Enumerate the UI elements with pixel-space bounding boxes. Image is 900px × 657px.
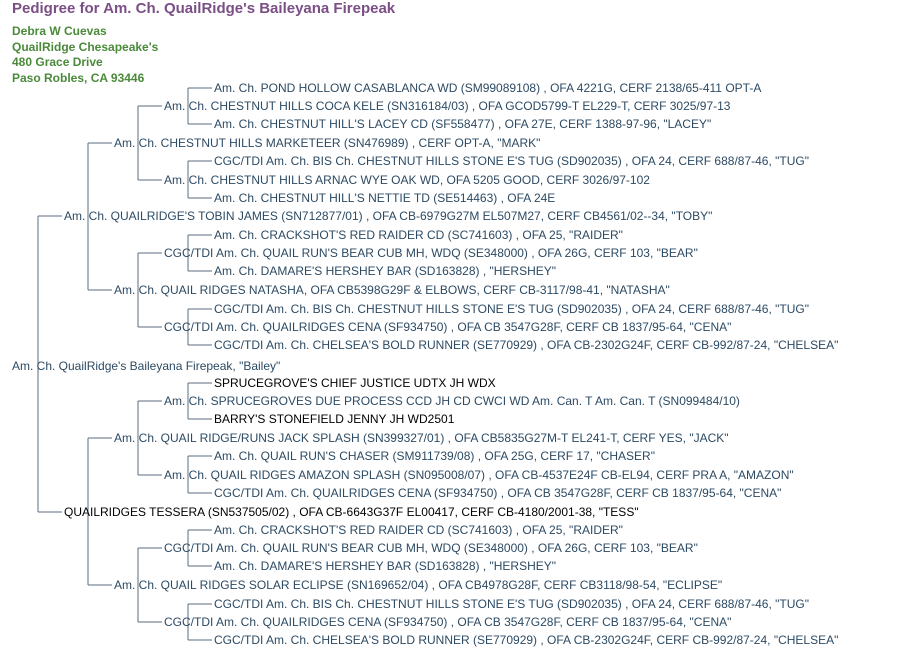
ancestor-dd-dam: CGC/TDI Am. Ch. QUAILRIDGES CENA (SF934750) , OFA CB 3547G28F, CERF CB 1837/95-64, "CENA" [164, 615, 732, 629]
ancestor-dam-dam: Am. Ch. QUAIL RIDGES SOLAR ECLIPSE (SN169652/04) , OFA CB4978G28F, CERF CB3118/98-54, "ECLIPSE" [114, 578, 723, 592]
ancestor-dsdd: CGC/TDI Am. Ch. QUAILRIDGES CENA (SF934750) , OFA CB 3547G28F, CERF CB 1837/95-64, "CENA" [214, 486, 782, 500]
ancestor-ds-sire: Am. Ch. SPRUCEGROVES DUE PROCESS CCD JH CD CWCI WD Am. Can. T Am. Can. T (SN099484/10) [164, 394, 740, 408]
kennel-name: QuailRidge Chesapeake's [12, 39, 159, 54]
ancestor-dsds: Am. Ch. QUAIL RUN'S CHASER (SM911739/08) , OFA 25G, CERF 17, "CHASER" [214, 449, 655, 463]
ancestor-ss-dam: Am. Ch. CHESTNUT HILLS ARNAC WYE OAK WD, OFA 5205 GOOD, CERF 3026/97-102 [164, 173, 650, 187]
ancestor-sss: Am. Ch. POND HOLLOW CASABLANCA WD (SM99089108) , OFA 4221G, CERF 2138/65-411 OPT-A [214, 81, 762, 95]
ancestor-dsss: SPRUCEGROVE'S CHIEF JUSTICE UDTX JH WDX [214, 376, 496, 390]
ancestor-sd-sire: CGC/TDI Am. Ch. QUAIL RUN'S BEAR CUB MH, WDQ (SE348000) , OFA 26G, CERF 103, "BEAR" [164, 246, 698, 260]
owner-name: Debra W Cuevas [12, 24, 107, 38]
ancestor-sdss: Am. Ch. CRACKSHOT'S RED RAIDER CD (SC741603) , OFA 25, "RAIDER" [214, 228, 623, 242]
dam: QUAILRIDGES TESSERA (SN537505/02) , OFA CB-6643G37F EL00417, CERF CB-4180/2001-38, "TESS" [64, 505, 639, 519]
page-title: Pedigree for Am. Ch. QuailRidge's Baileyana Firepeak [12, 0, 396, 17]
ancestor-sdds: CGC/TDI Am. Ch. BIS Ch. CHESTNUT HILLS STONE E'S TUG (SD902035) , OFA 24, CERF 688/87-46, "TUG" [214, 302, 809, 316]
ancestor-dd-sire: CGC/TDI Am. Ch. QUAIL RUN'S BEAR CUB MH, WDQ (SE348000) , OFA 26G, CERF 103, "BEAR" [164, 541, 698, 555]
sire: Am. Ch. QUAILRIDGE'S TOBIN JAMES (SN712877/01) , OFA CB-6979G27M EL507M27, CERF CB4561/02--34, "TOBY" [64, 209, 713, 223]
ancestor-sddd: CGC/TDI Am. Ch. CHELSEA'S BOLD RUNNER (SE770929) , OFA CB-2302G24F, CERF CB-992/87-24, "CHELSEA" [214, 338, 839, 352]
ancestor-sdsd: Am. Ch. DAMARE'S HERSHEY BAR (SD163828) , "HERSHEY" [214, 264, 557, 278]
ancestor-ddds: CGC/TDI Am. Ch. BIS Ch. CHESTNUT HILLS STONE E'S TUG (SD902035) , OFA 24, CERF 688/87-46, "TUG" [214, 597, 809, 611]
ancestor-ds-dam: Am. Ch. QUAIL RIDGES AMAZON SPLASH (SN095008/07) , OFA CB-4537E24F CB-EL94, CERF PRA A, "AMAZON" [164, 468, 794, 482]
ancestor-ss-sire: Am. Ch. CHESTNUT HILLS COCA KELE (SN316184/03) , OFA GCOD5799-T EL229-T, CERF 3025/97-13 [164, 99, 731, 113]
ancestor-ssdd: Am. Ch. CHESTNUT HILL'S NETTIE TD (SE514463) , OFA 24E [214, 191, 556, 205]
city-state-zip: Paso Robles, CA 93446 [12, 70, 145, 85]
ancestor-dam-sire: Am. Ch. QUAIL RIDGE/RUNS JACK SPLASH (SN399327/01) , OFA CB5835G27M-T EL241-T, CERF YES, "JACK" [114, 431, 729, 445]
ancestor-ssd: Am. Ch. CHESTNUT HILL'S LACEY CD (SF558477) , OFA 27E, CERF 1388-97-96, "LACEY" [214, 117, 712, 131]
ancestor-sd-dam: CGC/TDI Am. Ch. QUAILRIDGES CENA (SF934750) , OFA CB 3547G28F, CERF CB 1837/95-64, "CENA" [164, 320, 732, 334]
ancestor-dssd: BARRY'S STONEFIELD JENNY JH WD2501 [214, 412, 455, 426]
ancestor-ddsd: Am. Ch. DAMARE'S HERSHEY BAR (SD163828) , "HERSHEY" [214, 559, 557, 573]
ancestor-ssds: CGC/TDI Am. Ch. BIS Ch. CHESTNUT HILLS STONE E'S TUG (SD902035) , OFA 24, CERF 688/87-46, "TUG" [214, 154, 809, 168]
ancestor-sire-dam: Am. Ch. QUAIL RIDGES NATASHA, OFA CB5398G29F & ELBOWS, CERF CB-3117/98-41, "NATASHA" [114, 283, 670, 297]
ancestor-dddd: CGC/TDI Am. Ch. CHELSEA'S BOLD RUNNER (SE770929) , OFA CB-2302G24F, CERF CB-992/87-24, "CHELSEA" [214, 633, 839, 647]
subject-dog: Am. Ch. QuailRidge's Baileyana Firepeak, "Bailey" [12, 359, 281, 373]
street-address: 480 Grace Drive [12, 55, 103, 69]
ancestor-ddss: Am. Ch. CRACKSHOT'S RED RAIDER CD (SC741603) , OFA 25, "RAIDER" [214, 523, 623, 537]
ancestor-sire-sire: Am. Ch. CHESTNUT HILLS MARKETEER (SN476989) , CERF OPT-A, "MARK" [114, 136, 541, 150]
